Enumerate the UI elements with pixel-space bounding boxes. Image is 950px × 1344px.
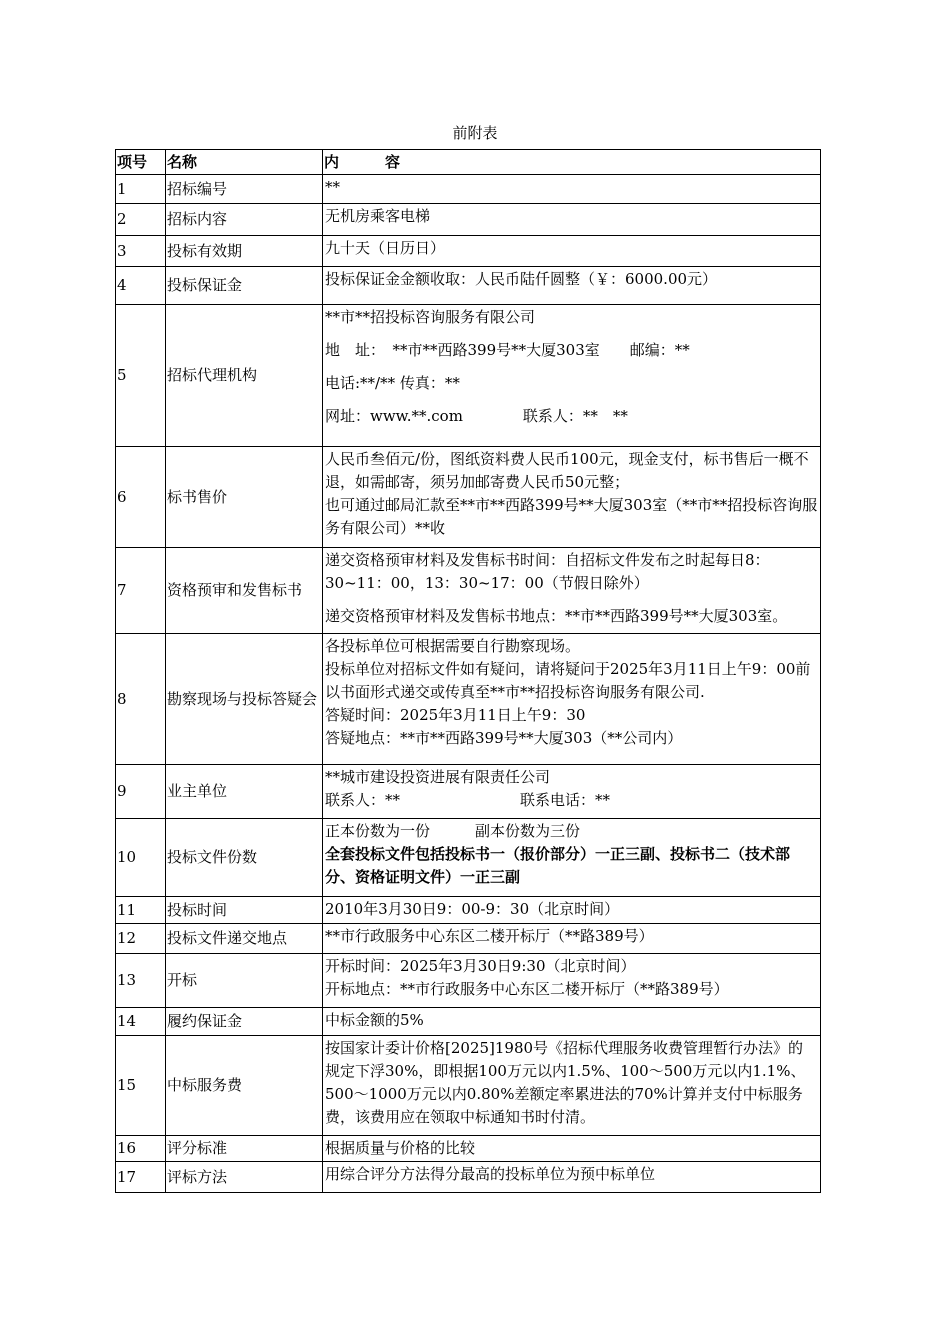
row-content (323, 204, 821, 236)
content-line: 递交资格预审材料及发售标书时间：自招标文件发布之时起每日8：30~11：00，13：30~17：00（节假日除外） (325, 551, 770, 592)
row-name: 评分标准 (166, 1136, 323, 1162)
table-row (116, 634, 821, 765)
content-line: ** (325, 178, 340, 196)
row-content (323, 447, 821, 548)
content-line: 各投标单位可根据需要自行勘察现场。 (325, 637, 581, 655)
row-no: 13 (116, 954, 166, 1008)
content-line: 2010年3月30日9：00-9：30（北京时间） (325, 900, 620, 918)
table-row (116, 548, 821, 634)
row-content (323, 924, 821, 954)
row-name: 投标文件递交地点 (166, 924, 323, 954)
content-line: 九十天（日历日） (325, 239, 446, 257)
row-content (323, 175, 821, 204)
content-line: 用综合评分方法得分最高的投标单位为预中标单位 (325, 1165, 656, 1183)
row-content (323, 267, 821, 305)
header-content-b: 容 (385, 152, 401, 171)
row-no: 4 (116, 267, 166, 305)
content-line: 递交资格预审材料及发售标书地点：**市**西路399号**大厦303室。 (325, 607, 788, 625)
content-line: **市**招投标咨询服务有限公司 (325, 308, 536, 326)
row-content (323, 548, 821, 634)
content-line: **城市建设投资进展有限责任公司 (325, 768, 551, 786)
content-line: 根据质量与价格的比较 (325, 1139, 476, 1157)
row-name: 勘察现场与投标答疑会 (166, 634, 323, 765)
table-row (116, 1162, 821, 1193)
table-row (116, 447, 821, 548)
header-content (323, 150, 821, 175)
row-content (323, 1008, 821, 1036)
header-content-a: 内 (324, 152, 340, 171)
row-no: 7 (116, 548, 166, 634)
page-title: 前附表 (452, 124, 498, 142)
content-line: 地 址： **市**西路399号**大厦303室 邮编：** (325, 341, 690, 359)
table-row (116, 267, 821, 305)
row-name: 投标有效期 (166, 236, 323, 267)
row-no: 2 (116, 204, 166, 236)
row-content (323, 634, 821, 765)
row-content (323, 819, 821, 897)
row-name: 招标编号 (166, 175, 323, 204)
content-line: 开标地点：**市行政服务中心东区二楼开标厅（**路389号） (325, 980, 729, 998)
content-line: 网址：www.**.com 联系人：** ** (325, 407, 628, 425)
content-line: 电话:**/** 传真：** (325, 374, 460, 392)
row-content (323, 897, 821, 924)
header-name: 名称 (166, 150, 323, 175)
row-no: 14 (116, 1008, 166, 1036)
content-line: 答疑地点：**市**西路399号**大厦303（**公司内） (325, 729, 683, 747)
row-no: 9 (116, 765, 166, 819)
content-line: 中标金额的5% (325, 1011, 424, 1029)
content-line: 投标单位对招标文件如有疑问，请将疑问于2025年3月11日上午9：00前以书面形式递交或传真至**市**招投标咨询服务有限公司. (325, 660, 811, 701)
row-name: 投标时间 (166, 897, 323, 924)
front-table (115, 149, 821, 1193)
row-name: 招标内容 (166, 204, 323, 236)
table-row (116, 954, 821, 1008)
row-no: 1 (116, 175, 166, 204)
row-no: 5 (116, 305, 166, 447)
content-line: 正本份数为一份 副本份数为三份 (325, 822, 581, 840)
row-content (323, 1162, 821, 1193)
row-name: 招标代理机构 (166, 305, 323, 447)
row-name: 中标服务费 (166, 1036, 323, 1136)
header-no: 项号 (116, 150, 166, 175)
table-row (116, 1036, 821, 1136)
content-line: 联系人：** 联系电话：** (325, 791, 611, 809)
row-no: 16 (116, 1136, 166, 1162)
row-no: 12 (116, 924, 166, 954)
table-header-row (116, 150, 821, 175)
table-row (116, 175, 821, 204)
content-line: 人民币叁佰元/份，图纸资料费人民币100元，现金支付，标书售后一概不退，如需邮寄，须另加邮寄费人民币50元整； (325, 450, 809, 491)
table-row (116, 204, 821, 236)
content-line: **市行政服务中心东区二楼开标厅（**路389号） (325, 927, 654, 945)
table-row (116, 1136, 821, 1162)
row-name: 标书售价 (166, 447, 323, 548)
row-name: 开标 (166, 954, 323, 1008)
row-no: 10 (116, 819, 166, 897)
row-content (323, 954, 821, 1008)
content-line: 也可通过邮局汇款至**市**西路399号**大厦303室（**市**招投标咨询服务有限公司）**收 (325, 496, 818, 537)
row-no: 11 (116, 897, 166, 924)
row-name: 投标文件份数 (166, 819, 323, 897)
row-content (323, 1036, 821, 1136)
content-line: 全套投标文件包括投标书一（报价部分）一正三副、投标书二（技术部分、资格证明文件）一正三副 (325, 845, 791, 886)
row-no: 3 (116, 236, 166, 267)
content-line: 答疑时间：2025年3月11日上午9：30 (325, 706, 586, 724)
row-content (323, 765, 821, 819)
row-name: 评标方法 (166, 1162, 323, 1193)
content-line: 投标保证金金额收取：人民币陆仟圆整（￥：6000.00元） (325, 270, 718, 288)
table-row (116, 305, 821, 447)
table-row (116, 765, 821, 819)
table-row (116, 1008, 821, 1036)
row-no: 17 (116, 1162, 166, 1193)
row-content (323, 236, 821, 267)
row-name: 投标保证金 (166, 267, 323, 305)
table-row (116, 924, 821, 954)
content-line: 按国家计委计价格[2025]1980号《招标代理服务收费管理暂行办法》的规定下浮30%，即根据100万元以内1.5%、100～500万元以内1.1%、500～1000万元以内0.80%差额定率累进法的70%计算并支付中标服务费，该费用应在领取中标通知书时付清。 (325, 1039, 806, 1126)
table-row (116, 897, 821, 924)
content-line: 无机房乘客电梯 (325, 207, 431, 225)
content-line: 开标时间：2025年3月30日9:30（北京时间） (325, 957, 636, 975)
table-row (116, 819, 821, 897)
row-content (323, 1136, 821, 1162)
row-name: 业主单位 (166, 765, 323, 819)
row-name: 履约保证金 (166, 1008, 323, 1036)
row-no: 8 (116, 634, 166, 765)
row-no: 15 (116, 1036, 166, 1136)
table-row (116, 236, 821, 267)
row-name: 资格预审和发售标书 (166, 548, 323, 634)
row-content (323, 305, 821, 447)
row-no: 6 (116, 447, 166, 548)
